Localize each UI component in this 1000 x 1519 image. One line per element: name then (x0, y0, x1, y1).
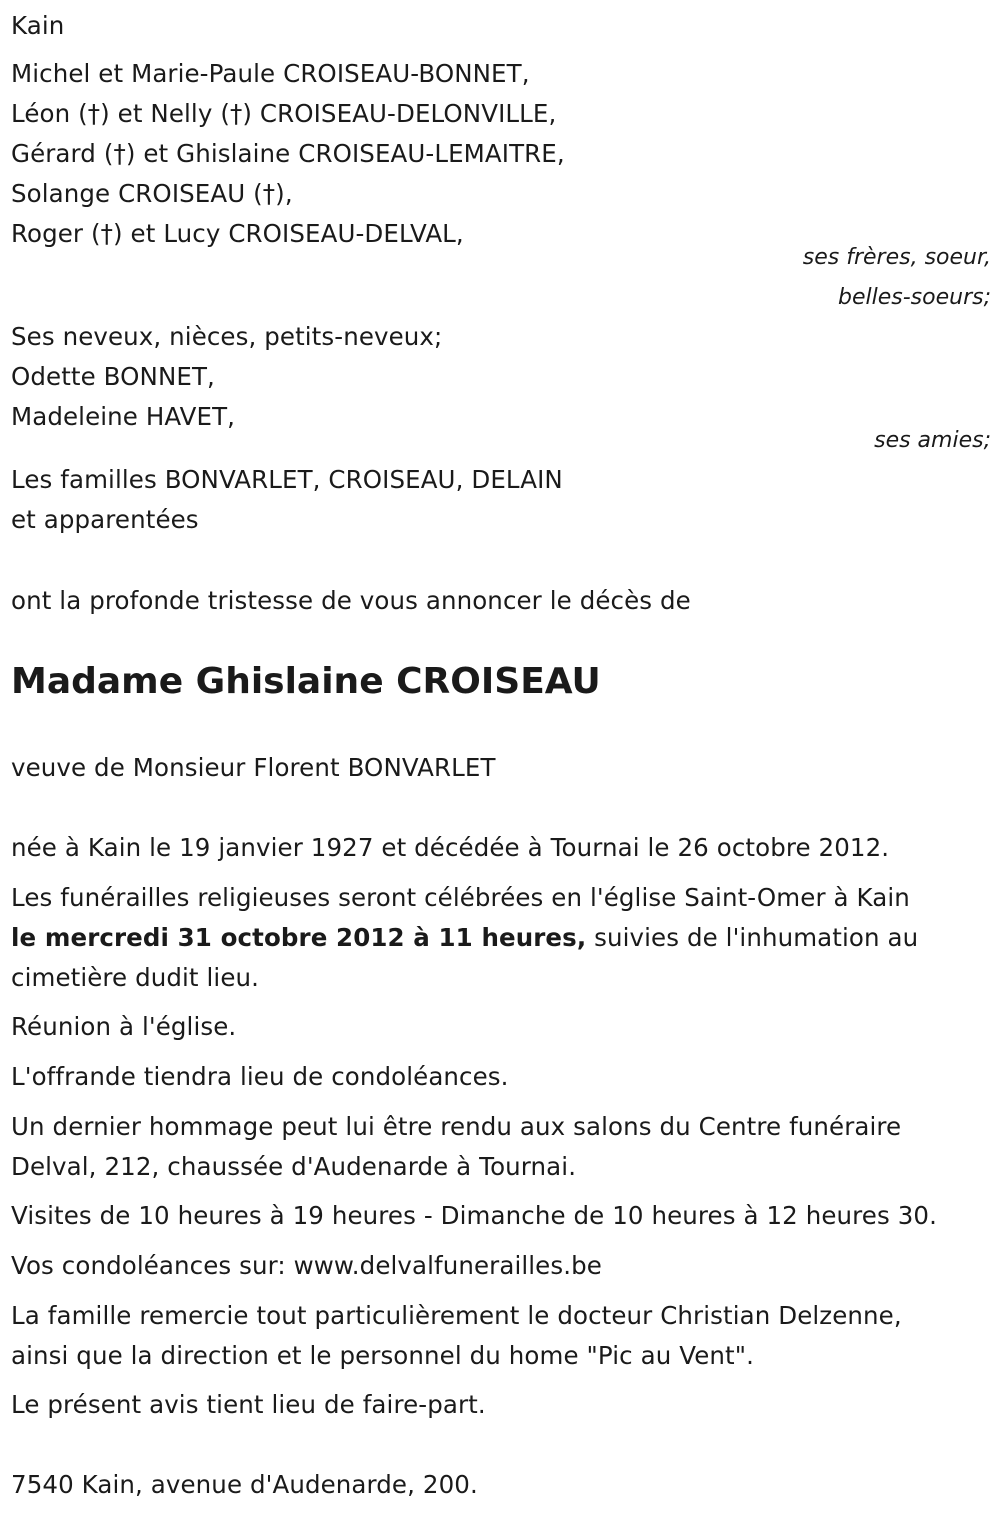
families-line: et apparentées (11, 505, 199, 534)
funeral-line: cimetière dudit lieu. (11, 963, 260, 992)
family-line: Solange CROISEAU (†), (11, 179, 293, 208)
family-line: Michel et Marie-Paule CROISEAU-BONNET, (11, 59, 530, 88)
offering-line: L'offrande tiendra lieu de condoléances. (11, 1062, 509, 1091)
notice-line: Le présent avis tient lieu de faire-part. (11, 1390, 486, 1419)
nephews-line: Ses neveux, nièces, petits-neveux; (11, 322, 443, 351)
tribute-line: Delval, 212, chaussée d'Audenarde à Tournai. (11, 1152, 577, 1181)
friend-line: Madeleine HAVET, (11, 402, 236, 431)
announcement: ont la profonde tristesse de vous annoncer le décès de (11, 586, 691, 615)
families-line: Les familles BONVARLET, CROISEAU, DELAIN (11, 465, 563, 494)
family-role: belles-soeurs; (838, 285, 991, 310)
visits-line: Visites de 10 heures à 19 heures - Dimanche de 10 heures à 12 heures 30. (11, 1201, 937, 1230)
thanks-line: ainsi que la direction et le personnel du home "Pic au Vent". (11, 1341, 754, 1370)
family-role: ses frères, soeur, (802, 245, 991, 270)
widow-line: veuve de Monsieur Florent BONVARLET (11, 753, 496, 782)
friend-line: Odette BONNET, (11, 362, 215, 391)
family-line: Gérard (†) et Ghislaine CROISEAU-LEMAITRE, (11, 139, 565, 168)
place-heading: Kain (11, 11, 65, 40)
condolences-line: Vos condoléances sur: www.delvalfunerailles.be (11, 1251, 602, 1280)
meeting-line: Réunion à l'église. (11, 1012, 237, 1041)
address-line: 7540 Kain, avenue d'Audenarde, 200. (11, 1470, 478, 1499)
tribute-line: Un dernier hommage peut lui être rendu aux salons du Centre funéraire (11, 1112, 902, 1141)
friends-role: ses amies; (874, 428, 991, 453)
deceased-name: Madame Ghislaine CROISEAU (11, 661, 601, 702)
funeral-date-rest: suivies de l'inhumation au (586, 923, 919, 952)
family-line: Roger (†) et Lucy CROISEAU-DELVAL, (11, 219, 464, 248)
funeral-date: le mercredi 31 octobre 2012 à 11 heures, (11, 923, 587, 952)
thanks-line: La famille remercie tout particulièrement le docteur Christian Delzenne, (11, 1301, 902, 1330)
funeral-date-line (11, 923, 918, 953)
funeral-line: Les funérailles religieuses seront célébrées en l'église Saint-Omer à Kain (11, 883, 910, 912)
birth-death-line: née à Kain le 19 janvier 1927 et décédée à Tournai le 26 octobre 2012. (11, 833, 890, 862)
family-line: Léon (†) et Nelly (†) CROISEAU-DELONVILLE, (11, 99, 557, 128)
